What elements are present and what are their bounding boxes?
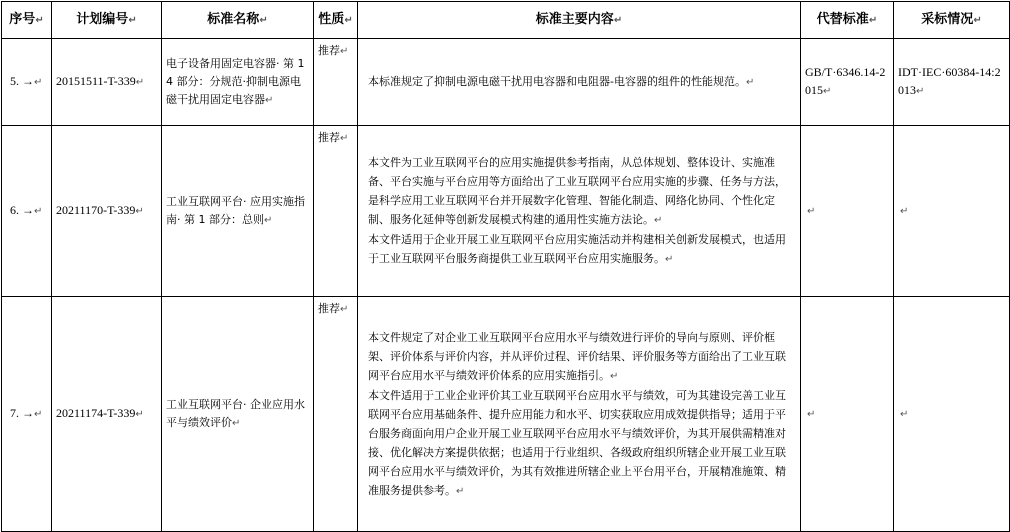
cell-plan-no: 20211174-T-339↵ [52,297,162,532]
cell-plan-no: 20151511-T-339↵ [52,39,162,126]
cell-nature: 推荐↵ [314,297,358,532]
cell-content: 本文件为工业互联网平台的应用实施提供参考指南，从总体规划、整体设计、实施准备、平台实施与平台应用等方面给出了工业互联网平台应用实施的步骤、任务与方法，是科学应用工业互联网平台并开展数字化管理、智能化制造、网络化协同、个性化定制、服务化延伸等创新发展模式构建的通用性实施方法论。↵ 本文件适用于企业开展工业互联网平台应用实施活动并构建相关创新发展模式，也适用于工业互联网平台服务商提供工业互联网平台应用实施服务。↵ [358,126,801,297]
cell-sn: 7. →↵ [2,297,52,532]
table-row [2,297,1010,532]
cell-nature: 推荐↵ [314,126,358,297]
cell-adopt: IDT·IEC·60384-14:2013↵ [894,39,1010,126]
header-nature: 性质↵ [314,2,358,39]
header-adopt: 采标情况↵ [894,2,1010,39]
header-std-name: 标准名称↵ [162,2,314,39]
header-row [2,2,1010,39]
header-plan-no: 计划编号↵ [52,2,162,39]
table-row [2,39,1010,126]
cell-replace: ↵ [801,126,894,297]
cell-std-name: 工业互联网平台· 应用实施指南· 第 1 部分：总则↵ [162,126,314,297]
cell-adopt: ↵ [894,297,1010,532]
header-sn: 序号↵ [2,2,52,39]
cell-content: 本文件规定了对企业工业互联网平台应用水平与绩效进行评价的导向与原则、评价框架、评价体系与评价内容，并从评价过程、评价结果、评价服务等方面给出了工业互联网平台应用水平与绩效评价体系的应用实施指引。↵ 本文件适用于工业企业评价其工业互联网平台应用水平与绩效，可为其建设完善工业互联网平台应用基础条件、提升应用能力和水平、切实获取应用成效提供指导；适用于平台服务商面向用户企业开展工业互联网平台应用水平与绩效评价，为其开展供需精准对接、优化解决方案提供依据；也适用于行业组织、各级政府组织所辖企业开展工业互联网平台应用水平与绩效评价，为其有效推进所辖企业上平台用平台，开展精准施策、精准服务提供参考。↵ [358,297,801,532]
standards-table [1,1,1010,532]
cell-replace: ↵ [801,297,894,532]
cell-plan-no: 20211170-T-339↵ [52,126,162,297]
cell-content: 本标准规定了抑制电源电磁干扰用电容器和电阻器-电容器的组件的性能规范。↵ [358,39,801,126]
header-content: 标准主要内容↵ [358,2,801,39]
cell-adopt: ↵ [894,126,1010,297]
table-row [2,126,1010,297]
cell-sn: 5. →↵ [2,39,52,126]
cell-sn: 6. →↵ [2,126,52,297]
cell-std-name: 工业互联网平台· 企业应用水平与绩效评价↵ [162,297,314,532]
header-replace: 代替标准↵ [801,2,894,39]
cell-replace: GB/T·6346.14-2015↵ [801,39,894,126]
cell-nature: 推荐↵ [314,39,358,126]
cell-std-name: 电子设备用固定电容器· 第 14 部分：分规范·抑制电源电磁干扰用固定电容器↵ [162,39,314,126]
